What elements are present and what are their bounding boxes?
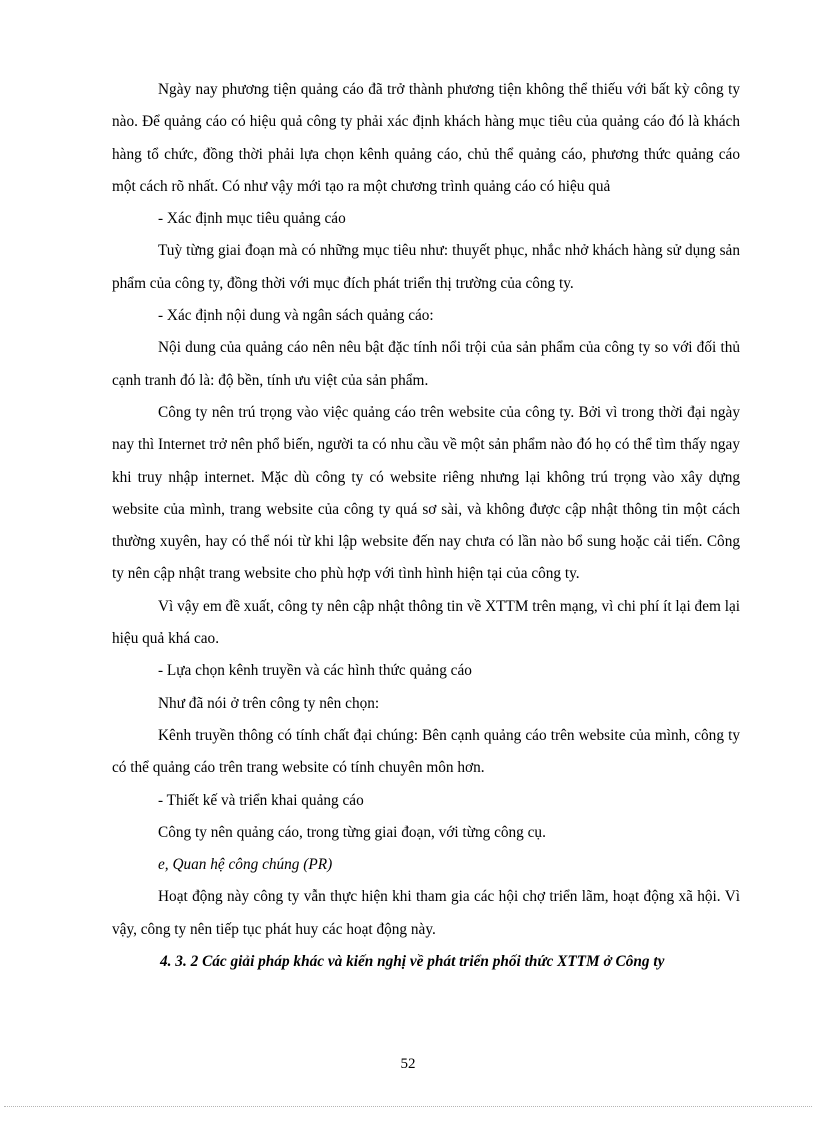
paragraph-as-mentioned: Như đã nói ở trên công ty nên chọn: xyxy=(158,694,380,712)
paragraph-advertising-intro: Ngày nay phương tiện quảng cáo đã trở thành phương tiện không thể thiếu với bất kỳ công ty nào. Để quảng cáo có hiệu quả công ty phải xác định khách hàng mục tiêu của quảng cáo đó là khách hàng tổ chức, đồng thời phải lựa chọn kênh quảng cáo, chủ thể quảng cáo, phương thức quảng cáo một cách rõ nhất. Có như vậy mới tạo ra một chương trình quảng cáo có hiệu quả xyxy=(112,81,740,195)
page-number: 52 xyxy=(400,1056,416,1072)
bullet-design-deploy: - Thiết kế và triển khai quảng cáo xyxy=(158,791,364,809)
paragraph-website: Công ty nên trú trọng vào việc quảng cáo trên website của công ty. Bởi vì trong thời đại ngày nay thì Internet trở nên phổ biến, người ta có nhu cầu về một sản phẩm nào đó họ có thể tìm thấy ngay khi truy nhập internet. Mặc dù công ty có website riêng nhưng lại không trú trọng vào xây dựng website của mình, trang website của công ty quá sơ sài, và không được cập nhật thông tin một cách thường xuyên, hay có thể nói từ khi lập website đến nay chưa có lần nào bổ sung hoặc cải tiến. Công ty nên cập nhật trang website cho phù hợp với tình hình hiện tại của công ty. xyxy=(112,403,740,583)
bullet-channels: - Lựa chọn kênh truyền và các hình thức quảng cáo xyxy=(158,662,472,680)
paragraph-pr-activities: Hoạt động này công ty vẫn thực hiện khi tham gia các hội chợ triển lãm, hoạt động xã hội. Vì vậy, công ty nên tiếp tục phát huy các hoạt động này. xyxy=(112,888,740,938)
paragraph-mass-media: Kênh truyền thông có tính chất đại chúng: Bên cạnh quảng cáo trên website của mình, công ty có thể quảng cáo trên trang website có tính chuyên môn hơn. xyxy=(112,726,740,777)
paragraph-advertise-stages: Công ty nên quảng cáo, trong từng giai đoạn, với từng công cụ. xyxy=(158,823,546,841)
subheading-public-relations: e, Quan hệ công chúng (PR) xyxy=(158,856,333,874)
page-bottom-divider xyxy=(4,1106,812,1107)
bullet-content-budget: - Xác định nội dung và ngân sách quảng cáo: xyxy=(158,307,434,325)
page-body xyxy=(112,74,740,978)
paragraph-objectives: Tuỳ từng giai đoạn mà có những mục tiêu như: thuyết phục, nhắc nhở khách hàng sử dụng sản phẩm của công ty, đồng thời với mục đích phát triển thị trường của công ty. xyxy=(112,242,740,292)
paragraph-proposal: Vì vậy em đề xuất, công ty nên cập nhật thông tin về XTTM trên mạng, vì chi phí ít lại đem lại hiệu quả khá cao. xyxy=(112,597,740,648)
section-heading-4-3-2: 4. 3. 2 Các giải pháp khác và kiến nghị về phát triển phối thức XTTM ở Công ty xyxy=(160,953,665,971)
bullet-advertising-objectives: - Xác định mục tiêu quảng cáo xyxy=(158,210,346,228)
paragraph-content: Nội dung của quảng cáo nên nêu bật đặc tính nổi trội của sản phẩm của công ty so với đối thủ cạnh tranh đó là: độ bền, tính ưu việt của sản phẩm. xyxy=(112,339,740,389)
